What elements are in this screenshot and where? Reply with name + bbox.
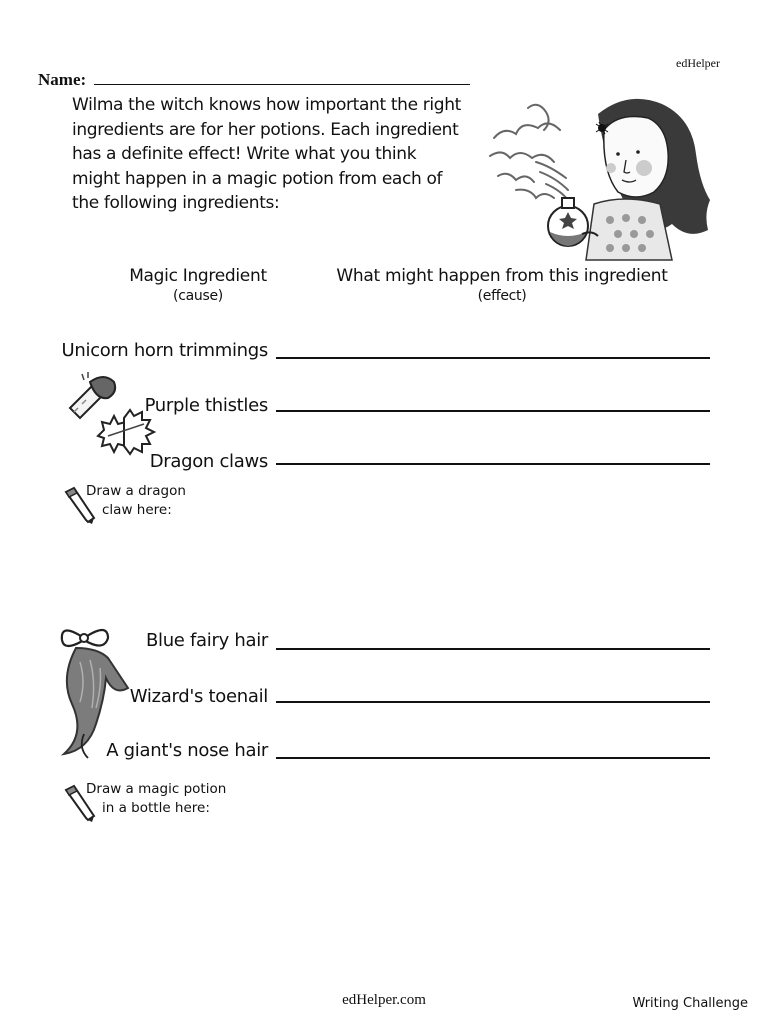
answer-line[interactable] xyxy=(276,410,710,412)
ingredient-label: Blue fairy hair xyxy=(145,630,268,651)
name-label: Name: xyxy=(38,70,87,89)
answer-line[interactable] xyxy=(276,648,710,650)
ingredient-label: A giant's nose hair xyxy=(106,740,268,761)
intro-line: the following ingredients: xyxy=(72,193,280,213)
cause-subtitle: (cause) xyxy=(173,288,223,304)
prompt-line: Draw a magic potion xyxy=(86,781,227,797)
prompt-line: claw here: xyxy=(102,502,172,518)
prompt-line: Draw a dragon xyxy=(86,483,186,499)
footer-title: Writing Challenge xyxy=(632,996,748,1011)
brand-top: edHelper xyxy=(676,56,720,70)
witch-illustration xyxy=(486,94,712,260)
cause-title: Magic Ingredient xyxy=(129,266,267,286)
name-field[interactable] xyxy=(94,84,470,85)
prompt-line: in a bottle here: xyxy=(102,800,210,816)
ingredient-label: Unicorn horn trimmings xyxy=(61,340,268,361)
answer-line[interactable] xyxy=(276,757,710,759)
fairy-hair-icon xyxy=(56,622,136,764)
intro-line: ingredients are for her potions. Each ingredient xyxy=(72,119,459,140)
dragon-prompt xyxy=(86,482,186,520)
intro-line: has a definite effect! Write what you think xyxy=(72,144,417,164)
intro-text xyxy=(72,93,461,216)
ingredient-label: Dragon claws xyxy=(149,451,268,472)
intro-line: might happen in a magic potion from each of xyxy=(72,168,443,189)
thistle-icon xyxy=(88,396,162,468)
effect-header xyxy=(322,266,682,304)
cause-header xyxy=(116,266,280,304)
footer-brand: edHelper.com xyxy=(342,992,426,1008)
answer-line[interactable] xyxy=(276,701,710,703)
effect-title: What might happen from this ingredient xyxy=(336,266,668,286)
potion-prompt xyxy=(86,780,226,818)
answer-line[interactable] xyxy=(276,463,710,465)
effect-subtitle: (effect) xyxy=(477,288,527,304)
ingredient-label: Wizard's toenail xyxy=(129,686,268,707)
answer-line[interactable] xyxy=(276,357,710,359)
ingredient-label: Purple thistles xyxy=(144,395,268,416)
intro-line: Wilma the witch knows how important the right xyxy=(72,95,461,115)
